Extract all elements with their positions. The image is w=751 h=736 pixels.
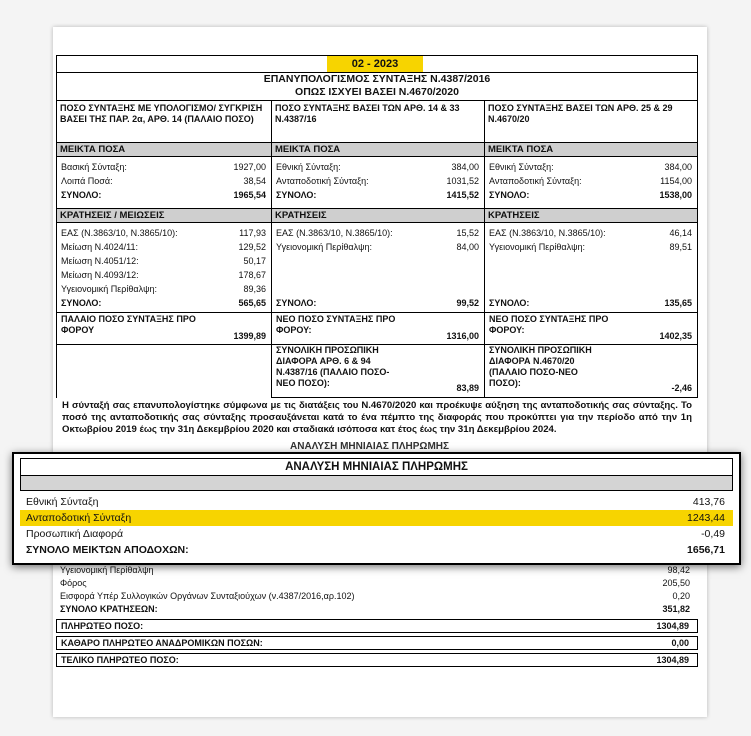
row-label: ΣΥΝΟΛΟ: <box>489 298 530 308</box>
deduction-row <box>272 227 484 239</box>
column-header: ΠΟΣΟ ΣΥΝΤΑΞΗΣ ΜΕ ΥΠΟΛΟΓΙΣΜΟ/ ΣΥΓΚΡΙΣΗ ΒΑΣΕΙ ΤΗΣ ΠΑΡ. 2α, ΑΡΘ. 14 (ΠΑΛΑΙΟ ΠΟΣΟ) <box>60 103 263 124</box>
row-value: -2,46 <box>671 383 692 393</box>
row-label: Υγειονομική Περίθαλψη: <box>276 242 373 252</box>
row-value: 0,00 <box>671 638 689 648</box>
monthly-row <box>20 494 733 510</box>
row-label: ΕΑΣ (Ν.3863/10, Ν.3865/10): <box>276 228 393 238</box>
row-label: Ανταποδοτική Σύνταξη <box>26 512 132 524</box>
column-law-4670 <box>484 101 698 398</box>
deductions-band: ΚΡΑΤΗΣΕΙΣ <box>272 208 484 223</box>
row-value: 1402,35 <box>659 331 692 341</box>
row-value: 46,14 <box>669 228 692 238</box>
pre-tax-label: ΝΕΟ ΠΟΣΟ ΣΥΝΤΑΞΗΣ ΠΡΟ ΦΟΡΟΥ: <box>489 314 609 335</box>
personal-difference-label: ΣΥΝΟΛΙΚΗ ΠΡΟΣΩΠΙΚΗ ΔΙΑΦΟΡΑ ΑΡΘ. 6 & 94 Ν.4387/16 (ΠΑΛΑΙΟ ΠΟΣΟ-ΝΕΟ ΠΟΣΟ): <box>276 345 390 388</box>
personal-difference-value-row <box>272 382 484 394</box>
personal-difference-value-row <box>485 382 697 394</box>
deduction-row <box>272 241 484 253</box>
payable-amount-row <box>56 619 698 633</box>
row-value: 38,54 <box>243 176 266 186</box>
row-value: 384,00 <box>664 162 692 172</box>
deduction-row <box>57 241 271 253</box>
row-value: 205,50 <box>662 578 690 588</box>
row-label: ΣΥΝΟΛΟ ΚΡΑΤΗΣΕΩΝ: <box>60 604 158 614</box>
final-payable-row <box>56 653 698 667</box>
gross-total-row <box>272 189 484 201</box>
row-value: 384,00 <box>451 162 479 172</box>
gross-row <box>485 175 697 187</box>
document-title <box>56 73 698 101</box>
row-value: 1304,89 <box>656 655 689 665</box>
pre-tax-value-row <box>485 330 697 342</box>
row-value: 178,67 <box>238 270 266 280</box>
pre-tax-label: ΠΑΛΑΙΟ ΠΟΣΟ ΣΥΝΤΑΞΗΣ ΠΡΟ ΦΟΡΟΥ <box>61 314 196 335</box>
row-value: 117,93 <box>239 228 266 238</box>
pre-tax-label: ΝΕΟ ΠΟΣΟ ΣΥΝΤΑΞΗΣ ΠΡΟ ΦΟΡΟΥ: <box>276 314 396 335</box>
gross-band: ΜΕΙΚΤΑ ΠΟΣΑ <box>272 142 484 157</box>
row-label: Προσωπική Διαφορά <box>26 528 124 540</box>
row-value: 84,00 <box>456 242 479 252</box>
divider <box>57 344 271 345</box>
row-label: Μείωση Ν.4024/11: <box>61 242 138 252</box>
gross-row <box>272 161 484 173</box>
row-label: Εθνική Σύνταξη: <box>276 162 341 172</box>
row-label: Υγειονομική Περίθαλψη <box>60 565 154 575</box>
explanation-paragraph: Η σύνταξή σας επανυπολογίστηκε σύμφωνα με τις διατάξεις του Ν.4670/2020 και προέκυψε αύξηση της ανταποδοτικής σας σύνταξης. Το ποσό της ανταποδοτικής σας σύνταξης προσαυξάνεται κατά το ένα πέμπτο της διαφοράς που προκύπτει για την περίοδο από την 1η Οκτωβρίου 2019 έως την 31η Δεκεμβρίου 2020 και σταδιακά ισόποσα κατ έτος έως την 31η Δεκεμβρίου 2024. <box>62 400 692 435</box>
gross-row <box>57 161 271 173</box>
period-label: 02 - 2023 <box>327 56 423 72</box>
row-label: ΕΑΣ (Ν.3863/10, Ν.3865/10): <box>489 228 606 238</box>
row-label: Μείωση Ν.4093/12: <box>61 270 139 280</box>
row-label: ΣΥΝΟΛΟ: <box>61 190 102 200</box>
row-label: ΚΑΘΑΡΟ ΠΛΗΡΩΤΕΟ ΑΝΑΔΡΟΜΙΚΩΝ ΠΟΣΩΝ: <box>61 638 263 648</box>
row-value: 0,20 <box>672 591 690 601</box>
gross-band: ΜΕΙΚΤΑ ΠΟΣΑ <box>485 142 697 157</box>
row-value: 50,17 <box>243 256 266 266</box>
deduction-row <box>57 227 271 239</box>
row-value: 15,52 <box>456 228 479 238</box>
row-label: Εθνική Σύνταξη <box>26 496 99 508</box>
row-value: 89,36 <box>243 284 266 294</box>
deductions-band: ΚΡΑΤΗΣΕΙΣ <box>485 208 697 223</box>
row-value: 135,65 <box>664 298 692 308</box>
gross-total-row <box>57 189 271 201</box>
monthly-payment-zoom-panel <box>12 452 741 565</box>
row-value: -0,49 <box>701 528 725 540</box>
deductions-total-row <box>57 297 271 309</box>
row-label: Φόρος <box>60 578 87 588</box>
row-value: 1927,00 <box>233 162 266 172</box>
column-old-amount <box>56 101 271 398</box>
row-value: 1154,00 <box>660 176 692 186</box>
row-label: Εθνική Σύνταξη: <box>489 162 554 172</box>
retro-payable-row <box>56 636 698 650</box>
deduction-row <box>485 227 697 239</box>
column-header: ΠΟΣΟ ΣΥΝΤΑΞΗΣ ΒΑΣΕΙ ΤΩΝ ΑΡΘ. 25 & 29 Ν.4670/20 <box>488 103 673 124</box>
deduction-row <box>57 283 271 295</box>
column-law-4387 <box>271 101 484 398</box>
gross-row <box>485 161 697 173</box>
monthly-total-row <box>20 542 733 558</box>
gross-total-row <box>485 189 697 201</box>
row-label: ΠΛΗΡΩΤΕΟ ΠΟΣΟ: <box>61 621 144 631</box>
period-box <box>56 55 698 73</box>
deduction-row <box>57 255 271 267</box>
row-value: 1304,89 <box>656 621 689 631</box>
deductions-total-row <box>56 603 698 615</box>
row-label: ΤΕΛΙΚΟ ΠΛΗΡΩΤΕΟ ΠΟΣΟ: <box>61 655 179 665</box>
gross-row <box>272 175 484 187</box>
deductions-band: ΚΡΑΤΗΣΕΙΣ / ΜΕΙΩΣΕΙΣ <box>57 208 271 223</box>
row-value: 565,65 <box>238 298 266 308</box>
row-value: 99,52 <box>456 298 479 308</box>
row-label: Εισφορά Υπέρ Συλλογικών Οργάνων Συνταξιούχων (ν.4387/2016,αρ.102) <box>60 591 355 601</box>
row-label: Βασική Σύνταξη: <box>61 162 127 172</box>
row-label: ΣΥΝΟΛΟ: <box>276 190 317 200</box>
row-value: 1031,52 <box>446 176 479 186</box>
row-label: ΣΥΝΟΛΟ ΜΕΙΚΤΩΝ ΑΠΟΔΟΧΩΝ: <box>26 544 189 556</box>
row-value: 83,89 <box>456 383 479 393</box>
gray-band <box>20 476 733 491</box>
row-value: 1243,44 <box>687 512 725 524</box>
row-label: Μείωση Ν.4051/12: <box>61 256 139 266</box>
title-line-1: ΕΠΑΝΥΠΟΛΟΓΙΣΜΟΣ ΣΥΝΤΑΞΗΣ Ν.4387/2016 <box>263 73 491 85</box>
row-label: Ανταποδοτική Σύνταξη: <box>489 176 582 186</box>
pension-comparison-table <box>56 101 698 398</box>
row-value: 89,51 <box>669 242 692 252</box>
deductions-total-row <box>485 297 697 309</box>
row-value: 413,76 <box>692 496 725 508</box>
row-value: 98,42 <box>667 565 690 575</box>
gross-row <box>57 175 271 187</box>
row-label: Υγειονομική Περίθαλψη: <box>61 284 158 294</box>
row-label: ΣΥΝΟΛΟ: <box>276 298 317 308</box>
row-label: Λοιπά Ποσά: <box>61 176 113 186</box>
row-value: 129,52 <box>238 242 266 252</box>
monthly-row <box>20 526 733 542</box>
row-label: ΕΑΣ (Ν.3863/10, Ν.3865/10): <box>61 228 178 238</box>
row-value: 1656,71 <box>687 544 725 556</box>
deduction-row <box>485 241 697 253</box>
row-value: 351,82 <box>662 604 690 614</box>
row-value: 1538,00 <box>659 190 692 200</box>
row-value: 1399,89 <box>233 331 266 341</box>
gross-band: ΜΕΙΚΤΑ ΠΟΣΑ <box>57 142 271 157</box>
monthly-row-highlighted <box>20 510 733 526</box>
row-value: 1316,00 <box>446 331 479 341</box>
row-value: 1965,54 <box>233 190 266 200</box>
monthly-payment-title: ΑΝΑΛΥΣΗ ΜΗΝΙΑΙΑΣ ΠΛΗΡΩΜΗΣ <box>20 458 733 476</box>
title-line-2: ΟΠΩΣ ΙΣΧΥΕΙ ΒΑΣΕΙ Ν.4670/2020 <box>295 86 459 98</box>
pre-tax-value-row <box>57 330 271 342</box>
row-label: Ανταποδοτική Σύνταξη: <box>276 176 369 186</box>
row-value: 1415,52 <box>446 190 479 200</box>
deduction-row <box>56 590 698 602</box>
row-label: Υγειονομική Περίθαλψη: <box>489 242 586 252</box>
deduction-row <box>56 564 698 576</box>
row-label: ΣΥΝΟΛΟ: <box>489 190 530 200</box>
row-label: ΣΥΝΟΛΟ: <box>61 298 102 308</box>
deductions-total-row <box>272 297 484 309</box>
deduction-row <box>56 577 698 589</box>
pre-tax-value-row <box>272 330 484 342</box>
column-header: ΠΟΣΟ ΣΥΝΤΑΞΗΣ ΒΑΣΕΙ ΤΩΝ ΑΡΘ. 14 & 33 Ν.4387/16 <box>275 103 460 124</box>
personal-difference-label: ΣΥΝΟΛΙΚΗ ΠΡΟΣΩΠΙΚΗ ΔΙΑΦΟΡΑ Ν.4670/20 (ΠΑΛΑΙΟ ΠΟΣΟ-ΝΕΟ ΠΟΣΟ): <box>489 345 592 388</box>
hidden-section-heading: ΑΝΑΛΥΣΗ ΜΗΝΙΑΙΑΣ ΠΛΗΡΩΜΗΣ <box>290 441 450 452</box>
deduction-row <box>57 269 271 281</box>
